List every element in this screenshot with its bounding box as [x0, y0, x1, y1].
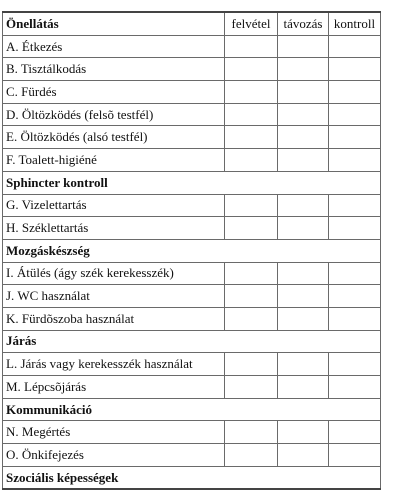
entry-cell — [225, 58, 278, 81]
section-row — [3, 466, 381, 489]
entry-cell — [329, 35, 381, 58]
entry-cell — [225, 194, 278, 217]
entry-cell — [225, 35, 278, 58]
row-label: A. Étkezés — [3, 35, 225, 58]
column-header-felvetel: felvétel — [225, 12, 278, 35]
entry-cell — [278, 58, 329, 81]
entry-cell — [225, 81, 278, 104]
column-header-kontroll: kontroll — [329, 12, 381, 35]
entry-cell — [329, 353, 381, 376]
entry-cell — [278, 81, 329, 104]
table-row — [3, 126, 381, 149]
entry-cell — [278, 444, 329, 467]
entry-cell — [225, 376, 278, 399]
entry-cell — [278, 35, 329, 58]
table-row — [3, 149, 381, 172]
row-label: E. Öltözködés (alsó testfél) — [3, 126, 225, 149]
entry-cell — [278, 217, 329, 240]
entry-cell — [329, 81, 381, 104]
row-label: N. Megértés — [3, 421, 225, 444]
table-row — [3, 194, 381, 217]
table-row — [3, 103, 381, 126]
row-label: B. Tisztálkodás — [3, 58, 225, 81]
entry-cell — [225, 103, 278, 126]
assessment-table — [2, 11, 381, 490]
entry-cell — [278, 103, 329, 126]
section-row — [3, 171, 381, 194]
entry-cell — [278, 126, 329, 149]
table-row — [3, 376, 381, 399]
entry-cell — [225, 126, 278, 149]
row-label: D. Öltözködés (felsõ testfél) — [3, 103, 225, 126]
entry-cell — [329, 194, 381, 217]
entry-cell — [278, 262, 329, 285]
entry-cell — [278, 307, 329, 330]
entry-cell — [225, 217, 278, 240]
table-row — [3, 81, 381, 104]
table-row — [3, 285, 381, 308]
entry-cell — [329, 421, 381, 444]
entry-cell — [278, 285, 329, 308]
assessment-table-body — [3, 12, 381, 489]
entry-cell — [329, 149, 381, 172]
row-label: C. Fürdés — [3, 81, 225, 104]
entry-cell — [329, 103, 381, 126]
entry-cell — [225, 353, 278, 376]
entry-cell — [329, 126, 381, 149]
row-label: O. Önkifejezés — [3, 444, 225, 467]
entry-cell — [329, 376, 381, 399]
entry-cell — [329, 262, 381, 285]
section-row — [3, 330, 381, 353]
row-label: K. Fürdõszoba használat — [3, 307, 225, 330]
row-label: L. Járás vagy kerekesszék használat — [3, 353, 225, 376]
column-header-tavozas: távozás — [278, 12, 329, 35]
entry-cell — [225, 285, 278, 308]
header-row — [3, 12, 381, 35]
table-title: Önellátás — [3, 12, 225, 35]
section-row — [3, 239, 381, 262]
table-row — [3, 35, 381, 58]
entry-cell — [225, 444, 278, 467]
entry-cell — [278, 149, 329, 172]
table-row — [3, 217, 381, 240]
entry-cell — [278, 194, 329, 217]
table-row — [3, 262, 381, 285]
section-label: Mozgáskészség — [3, 239, 381, 262]
section-row — [3, 398, 381, 421]
table-row — [3, 444, 381, 467]
section-label: Sphincter kontroll — [3, 171, 381, 194]
entry-cell — [329, 58, 381, 81]
entry-cell — [225, 262, 278, 285]
entry-cell — [329, 217, 381, 240]
entry-cell — [278, 421, 329, 444]
entry-cell — [329, 444, 381, 467]
row-label: H. Széklettartás — [3, 217, 225, 240]
row-label: M. Lépcsõjárás — [3, 376, 225, 399]
section-label: Járás — [3, 330, 381, 353]
row-label: G. Vizelettartás — [3, 194, 225, 217]
entry-cell — [225, 421, 278, 444]
entry-cell — [225, 149, 278, 172]
table-row — [3, 307, 381, 330]
entry-cell — [329, 307, 381, 330]
section-label: Szociális képességek — [3, 466, 381, 489]
entry-cell — [329, 285, 381, 308]
entry-cell — [278, 353, 329, 376]
table-row — [3, 353, 381, 376]
entry-cell — [278, 376, 329, 399]
row-label: F. Toalett-higiéné — [3, 149, 225, 172]
table-row — [3, 58, 381, 81]
table-row — [3, 421, 381, 444]
entry-cell — [225, 307, 278, 330]
row-label: J. WC használat — [3, 285, 225, 308]
section-label: Kommunikáció — [3, 398, 381, 421]
row-label: I. Átülés (ágy szék kerekesszék) — [3, 262, 225, 285]
